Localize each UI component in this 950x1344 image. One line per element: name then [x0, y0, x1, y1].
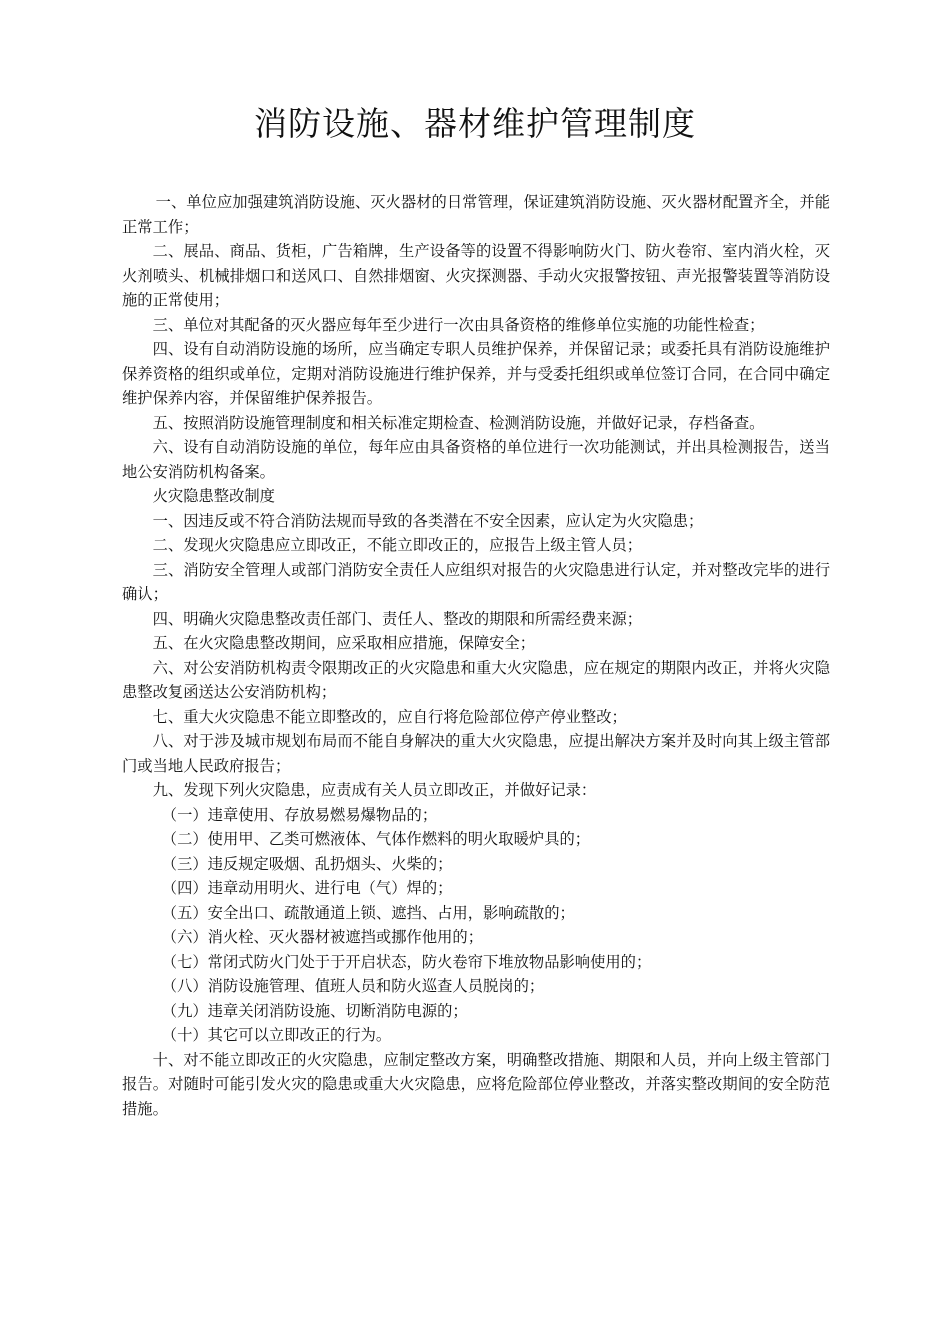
list-item: （一）违章使用、存放易燃易爆物品的；	[161, 805, 438, 824]
list-item: （八）消防设施管理、值班人员和防火巡查人员脱岗的；	[161, 977, 545, 995]
list-item: （三）违反规定吸烟、乱扔烟头、火柴的；	[161, 854, 453, 873]
list-item: （二）使用甲、乙类可燃液体、气体作燃料的明火取暖炉具的；	[161, 830, 591, 848]
paragraph: 六、设有自动消防设施的单位，每年应由具备资格的单位进行一次功能测试，并出具检测报告，送当地公安消防机构备案。	[122, 438, 830, 481]
paragraph: 二、展品、商品、货柜，广告箱牌，生产设备等的设置不得影响防火门、防火卷帘、室内消火栓，灭火剂喷头、机械排烟口和送风口、自然排烟窗、火灾探测器、手动火灾报警按钮、声光报警装置等消防设施的正常使用；	[122, 242, 830, 309]
paragraph: 三、单位对其配备的灭火器应每年至少进行一次由具备资格的维修单位实施的功能性检查；	[152, 315, 765, 334]
list-item: （六）消火栓、灭火器材被遮挡或挪作他用的；	[161, 928, 484, 946]
list-item: （九）违章关闭消防设施、切断消防电源的；	[161, 1001, 468, 1020]
paragraph: 十、对不能立即改正的火灾隐患，应制定整改方案，明确整改措施、期限和人员，并向上级主管部门报告。对随时可能引发火灾的隐患或重大火灾隐患，应将危险部位停业整改，并落实整改期间的安全防范措施。	[122, 1050, 830, 1118]
paragraph: 六、对公安消防机构责令限期改正的火灾隐患和重大火灾隐患，应在规定的期限内改正，并将火灾隐患整改复函送达公安消防机构；	[122, 658, 830, 701]
list-item: （十）其它可以立即改正的行为。	[161, 1026, 392, 1044]
paragraph: 五、在火灾隐患整改期间，应采取相应措施，保障安全；	[152, 634, 536, 652]
document-body	[122, 190, 830, 1121]
paragraph: 九、发现下列火灾隐患，应责成有关人员立即改正，并做好记录：	[152, 781, 597, 799]
paragraph: 一、单位应加强建筑消防设施、灭火器材的日常管理，保证建筑消防设施、灭火器材配置齐全，并能正常工作；	[122, 193, 830, 236]
paragraph: 一、因违反或不符合消防法规而导致的各类潜在不安全因素，应认定为火灾隐患；	[152, 511, 704, 530]
paragraph: 三、消防安全管理人或部门消防安全责任人应组织对报告的火灾隐患进行认定，并对整改完毕的进行确认；	[122, 560, 830, 603]
paragraph: 五、按照消防设施管理制度和相关标准定期检查、检测消防设施，并做好记录，存档备查。	[152, 413, 765, 432]
paragraph: 四、明确火灾隐患整改责任部门、责任人、整改的期限和所需经费来源；	[152, 609, 643, 628]
page-title: 消防设施、器材维护管理制度	[254, 104, 696, 143]
list-item: （七）常闭式防火门处于于开启状态，防火卷帘下堆放物品影响使用的；	[161, 952, 652, 971]
paragraph: 七、重大火灾隐患不能立即整改的，应自行将危险部位停产停业整改；	[152, 707, 627, 726]
list-item: （四）违章动用明火、进行电（气）焊的；	[161, 879, 453, 897]
paragraph: 四、设有自动消防设施的场所，应当确定专职人员维护保养，并保留记录；或委托具有消防设施维护保养资格的组织或单位，定期对消防设施进行维护保养，并与受委托组织或单位签订合同，在合同中确定维护保养内容，并保留维护保养报告。	[122, 340, 830, 407]
paragraph: 二、发现火灾隐患应立即改正，不能立即改正的，应报告上级主管人员；	[152, 536, 643, 554]
section-heading: 火灾隐患整改制度	[152, 487, 275, 505]
list-item: （五）安全出口、疏散通道上锁、遮挡、占用，影响疏散的；	[161, 903, 575, 922]
paragraph: 八、对于涉及城市规划布局而不能自身解决的重大火灾隐患，应提出解决方案并及时向其上级主管部门或当地人民政府报告；	[122, 732, 830, 775]
